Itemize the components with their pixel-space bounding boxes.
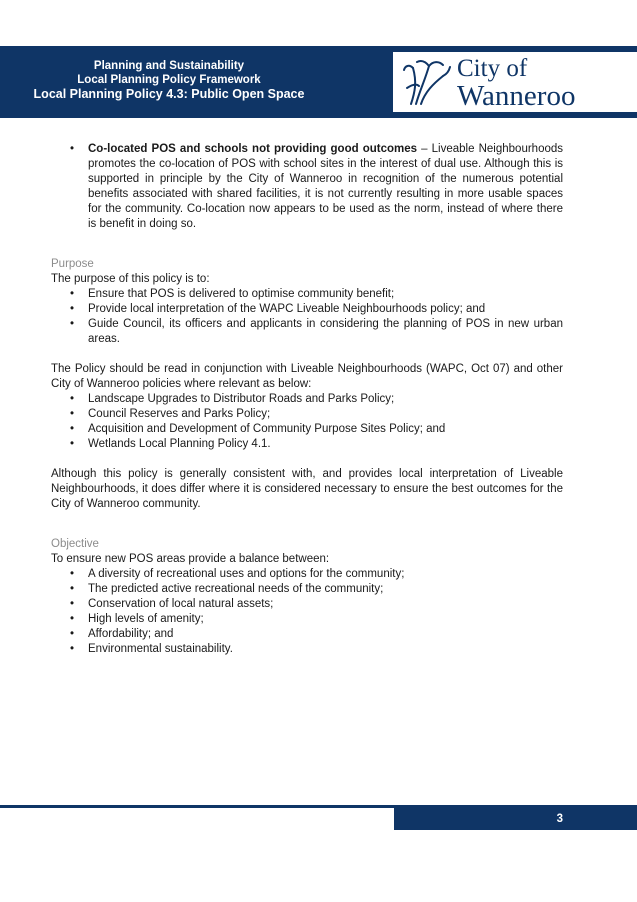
intro-list (51, 142, 563, 232)
list-item: • Provide local interpretation of the WAPC Liveable Neighbourhoods policy; and (70, 303, 486, 315)
list-item: • A diversity of recreational uses and options for the community; (70, 568, 405, 580)
list-item: • Landscape Upgrades to Distributor Roads and Parks Policy; (70, 393, 395, 405)
header-policy-title: Local Planning Policy 4.3: Public Open Space (33, 87, 305, 101)
bullet-icon: • (70, 613, 75, 625)
intro-bullet-title: Co-located POS and schools not providing good outcomes (88, 143, 418, 155)
bullet-icon: • (70, 568, 75, 580)
list-item (51, 142, 563, 232)
list-item: • The predicted active recreational needs of the community; (70, 583, 384, 595)
objective-heading: Objective (51, 538, 99, 550)
list-item: • Conservation of local natural assets; (70, 598, 274, 610)
page-content (51, 142, 563, 657)
list-item: • Environmental sustainability. (70, 643, 233, 655)
purpose-heading: Purpose (51, 258, 94, 270)
list-item: • Guide Council, its officers and applicants in considering the planning of POS in new urban areas. (70, 318, 563, 345)
intro-bullet-text: – Liveable Neighbourhoods promotes the co-location of POS with school sites in the interest of dual use. Although this is supported in principle by the City of Wanneroo in recognition of the numerous potential benefits associated with shared facilities, it is not currently resulting in more usable spaces for the community. Co-location now appears to be used as the norm, instead of where there is benefit in doing so. (88, 143, 564, 230)
closing-paragraph: Although this policy is generally consistent with, and provides local interpretation of Liveable Neighbourhoods, it does differ where it is considered necessary to ensure the best outcomes for the City of Wanneroo community. (51, 468, 563, 510)
purpose-list (51, 287, 563, 347)
logo-city-text: City of (457, 55, 528, 82)
read-with-paragraph: The Policy should be read in conjunction with Liveable Neighbourhoods (WAPC, Oct 07) and other City of Wanneroo policies where relevant as below: (51, 363, 563, 390)
header-band (0, 46, 637, 118)
header-framework: Local Planning Policy Framework (77, 73, 261, 86)
list-item: • Affordability; and (70, 628, 174, 640)
footer-band (394, 808, 637, 830)
bullet-icon: • (70, 628, 75, 640)
bullet-icon: • (70, 143, 75, 155)
list-item: • Wetlands Local Planning Policy 4.1. (70, 438, 271, 450)
logo-name-text: Wanneroo (457, 80, 576, 112)
bullet-icon: • (70, 598, 75, 610)
list-item: • Ensure that POS is delivered to optimise community benefit; (70, 288, 395, 300)
bullet-icon: • (70, 438, 75, 450)
bullet-icon: • (70, 318, 75, 330)
bullet-icon: • (70, 408, 75, 420)
header-department: Planning and Sustainability (93, 60, 245, 72)
bullet-icon: • (70, 393, 75, 405)
related-policies-list (51, 392, 563, 452)
purpose-intro: The purpose of this policy is to: (51, 273, 210, 285)
bullet-icon: • (70, 288, 75, 300)
header-title-block (0, 60, 338, 102)
list-item: • Council Reserves and Parks Policy; (70, 408, 271, 420)
bullet-icon: • (70, 423, 75, 435)
list-item: • Acquisition and Development of Community Purpose Sites Policy; and (70, 423, 446, 435)
objective-intro: To ensure new POS areas provide a balance between: (51, 553, 330, 565)
bullet-icon: • (70, 303, 75, 315)
list-item: • High levels of amenity; (70, 613, 204, 625)
grass-tree-logo-icon (403, 58, 451, 106)
bullet-icon: • (70, 583, 75, 595)
city-logo (393, 52, 637, 112)
page-number: 3 (556, 813, 563, 825)
bullet-icon: • (70, 643, 75, 655)
objective-list (51, 567, 563, 657)
